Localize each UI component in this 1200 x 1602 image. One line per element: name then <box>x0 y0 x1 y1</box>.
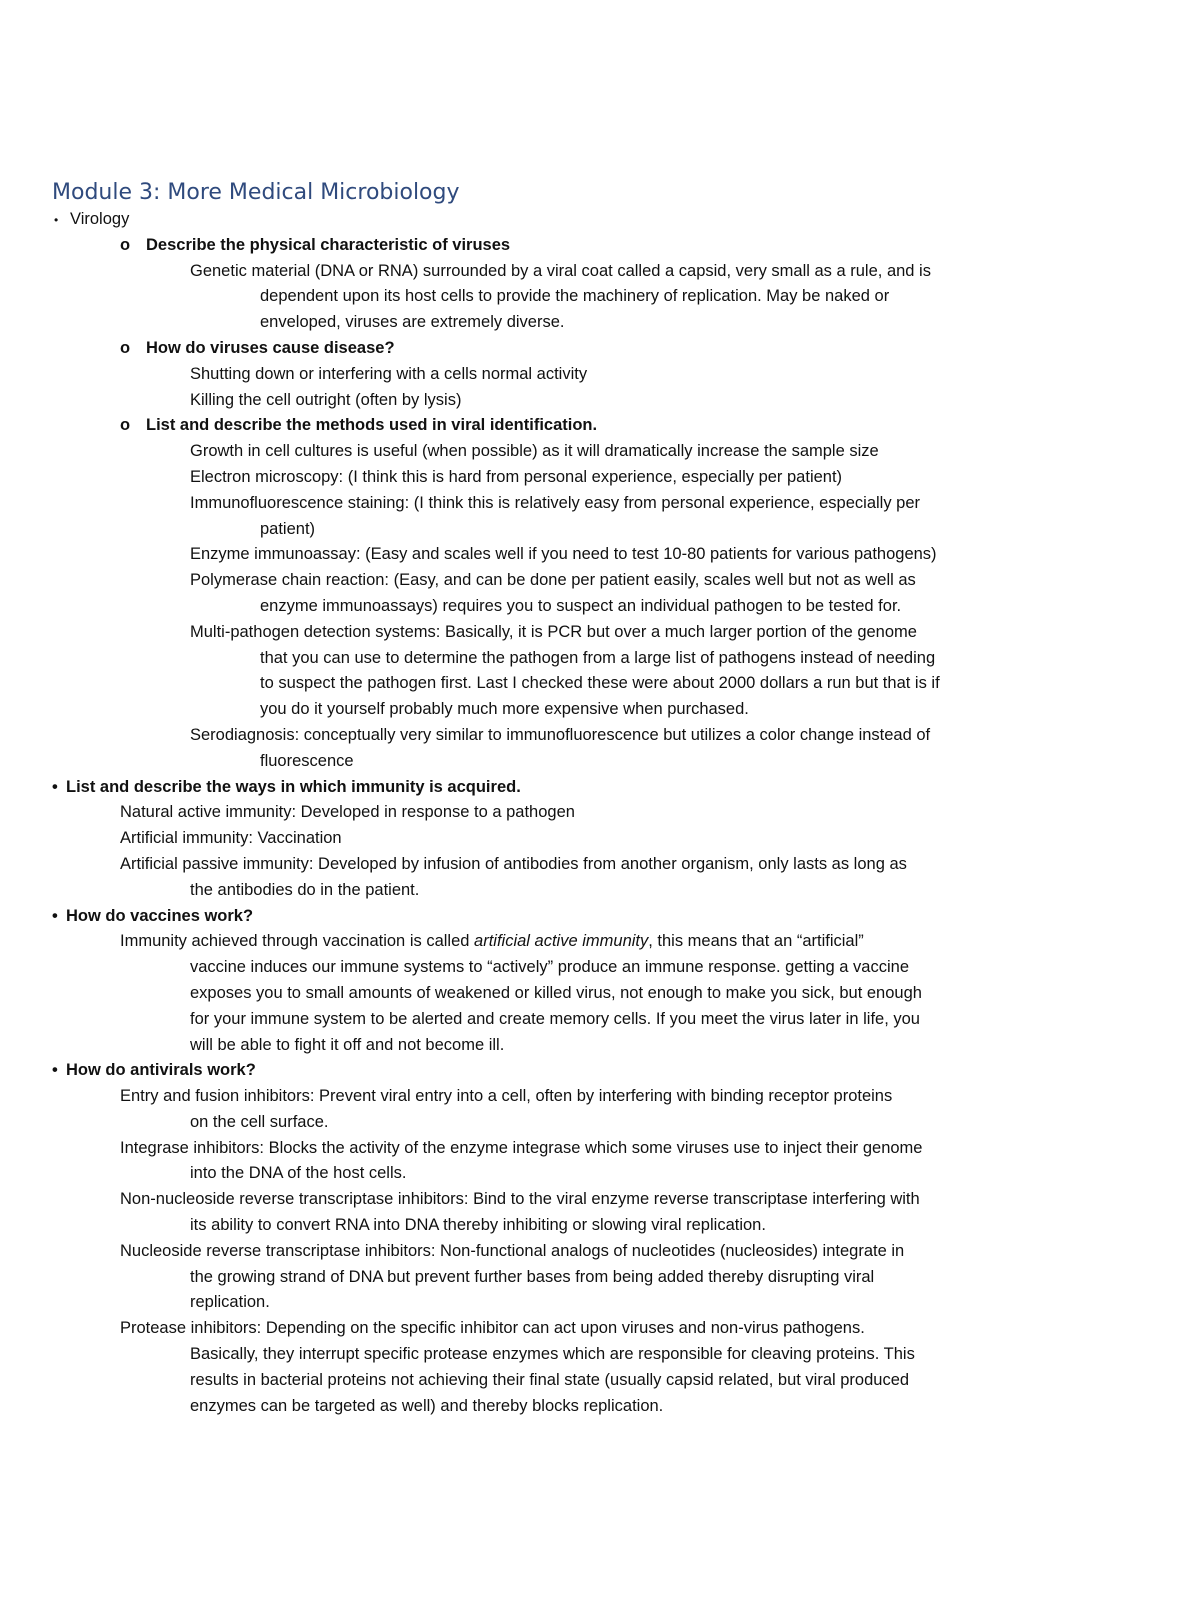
answer-line: patient) <box>260 519 316 538</box>
sub-bullet-icon: o <box>120 235 131 254</box>
sub-bullet-icon: o <box>120 338 131 357</box>
emphasis-text: artificial active immunity <box>474 932 649 951</box>
answer-line: exposes you to small amounts of weakened or killed virus, not enough to make you sick, but enough <box>190 983 922 1002</box>
question-heading: How do antivirals work? <box>66 1061 256 1080</box>
question-heading: List and describe the methods used in viral identification. <box>146 416 598 435</box>
answer-line: Genetic material (DNA or RNA) surrounded by a viral coat called a capsid, very small as a rule, and is <box>190 261 931 280</box>
answer-line: the antibodies do in the patient. <box>190 880 420 899</box>
answer-line: Natural active immunity: Developed in response to a pathogen <box>120 803 575 822</box>
answer-line: for your immune system to be alerted and create memory cells. If you meet the virus later in life, you <box>190 1009 920 1028</box>
answer-line: you do it yourself probably much more expensive when purchased. <box>260 700 749 719</box>
answer-line: the growing strand of DNA but prevent further bases from being added thereby disrupting viral <box>190 1267 875 1286</box>
answer-line: Serodiagnosis: conceptually very similar to immunofluorescence but utilizes a color change instead of <box>190 725 931 744</box>
answer-line: enzymes can be targeted as well) and thereby blocks replication. <box>190 1396 664 1415</box>
answer-line: Non-nucleoside reverse transcriptase inhibitors: Bind to the viral enzyme reverse transcriptase interfering with <box>120 1190 920 1209</box>
answer-line: Basically, they interrupt specific protease enzymes which are responsible for cleaving proteins. This <box>190 1345 915 1364</box>
section-label-virology: Virology <box>70 210 130 228</box>
answer-line: Artificial immunity: Vaccination <box>120 829 342 848</box>
answer-line: Artificial passive immunity: Developed by infusion of antibodies from another organism, only lasts as long as <box>120 854 907 873</box>
answer-line: enzyme immunoassays) requires you to suspect an individual pathogen to be tested for. <box>260 596 902 615</box>
answer-line: replication. <box>190 1293 270 1312</box>
list-item <box>0 1058 1200 1084</box>
bullet-icon: • <box>52 906 58 925</box>
bullet-icon: • <box>54 213 59 227</box>
answer-line: its ability to convert RNA into DNA thereby inhibiting or slowing viral replication. <box>190 1216 766 1235</box>
answer-line: will be able to fight it off and not become ill. <box>190 1035 505 1054</box>
list-item <box>0 207 1200 233</box>
list-item <box>0 775 1200 801</box>
document-body <box>0 207 1200 1419</box>
question-heading: List and describe the ways in which immunity is acquired. <box>66 777 521 796</box>
list-item <box>0 233 1200 259</box>
answer-line: into the DNA of the host cells. <box>190 1164 407 1183</box>
answer-line: Shutting down or interfering with a cells normal activity <box>190 364 588 383</box>
bullet-icon: • <box>52 1061 58 1080</box>
answer-line: Enzyme immunoassay: (Easy and scales well if you need to test 10-80 patients for various pathogens) <box>190 545 937 564</box>
list-item <box>0 336 1200 362</box>
question-heading: How do vaccines work? <box>66 906 254 925</box>
answer-line: Polymerase chain reaction: (Easy, and can be done per patient easily, scales well but not as well as <box>190 571 916 590</box>
answer-line: Nucleoside reverse transcriptase inhibitors: Non-functional analogs of nucleotides (nucleosides) integrate in <box>120 1241 905 1260</box>
question-heading: Describe the physical characteristic of viruses <box>146 235 511 254</box>
answer-line: to suspect the pathogen first. Last I checked these were about 2000 dollars a run but that is if <box>260 674 940 693</box>
answer-line: Growth in cell cultures is useful (when possible) as it will dramatically increase the sample size <box>190 442 879 461</box>
answer-line: Electron microscopy: (I think this is hard from personal experience, especially per patient) <box>190 467 843 486</box>
sub-bullet-icon: o <box>120 416 131 435</box>
answer-line <box>0 929 1200 955</box>
bullet-icon: • <box>52 777 58 796</box>
answer-line: dependent upon its host cells to provide the machinery of replication. May be naked or <box>260 287 890 306</box>
answer-line: Entry and fusion inhibitors: Prevent viral entry into a cell, often by interfering with binding receptor proteins <box>120 1087 893 1106</box>
list-item <box>0 413 1200 439</box>
answer-line: Killing the cell outright (often by lysis) <box>190 390 462 409</box>
answer-line: Multi-pathogen detection systems: Basically, it is PCR but over a much larger portion of the genome <box>190 622 917 641</box>
answer-line: on the cell surface. <box>190 1112 329 1131</box>
page-title: Module 3: More Medical Microbiology <box>52 180 460 205</box>
question-heading: How do viruses cause disease? <box>146 338 395 357</box>
answer-line: results in bacterial proteins not achieving their final state (usually capsid related, but viral produced <box>190 1370 910 1389</box>
answer-line: Protease inhibitors: Depending on the specific inhibitor can act upon viruses and non-virus pathogens. <box>120 1319 865 1338</box>
answer-line: vaccine induces our immune systems to “actively” produce an immune response. getting a vaccine <box>190 958 910 977</box>
answer-text: , this means that an “artificial” <box>648 932 864 951</box>
answer-line: Integrase inhibitors: Blocks the activity of the enzyme integrase which some viruses use to inject their genome <box>120 1138 923 1157</box>
list-item <box>0 904 1200 930</box>
answer-text: Immunity achieved through vaccination is called <box>120 932 475 951</box>
answer-line: fluorescence <box>260 751 354 770</box>
answer-line: that you can use to determine the pathogen from a large list of pathogens instead of needing <box>260 648 936 667</box>
answer-line: Immunofluorescence staining: (I think this is relatively easy from personal experience, especially per <box>190 493 921 512</box>
answer-line: enveloped, viruses are extremely diverse. <box>260 313 565 332</box>
